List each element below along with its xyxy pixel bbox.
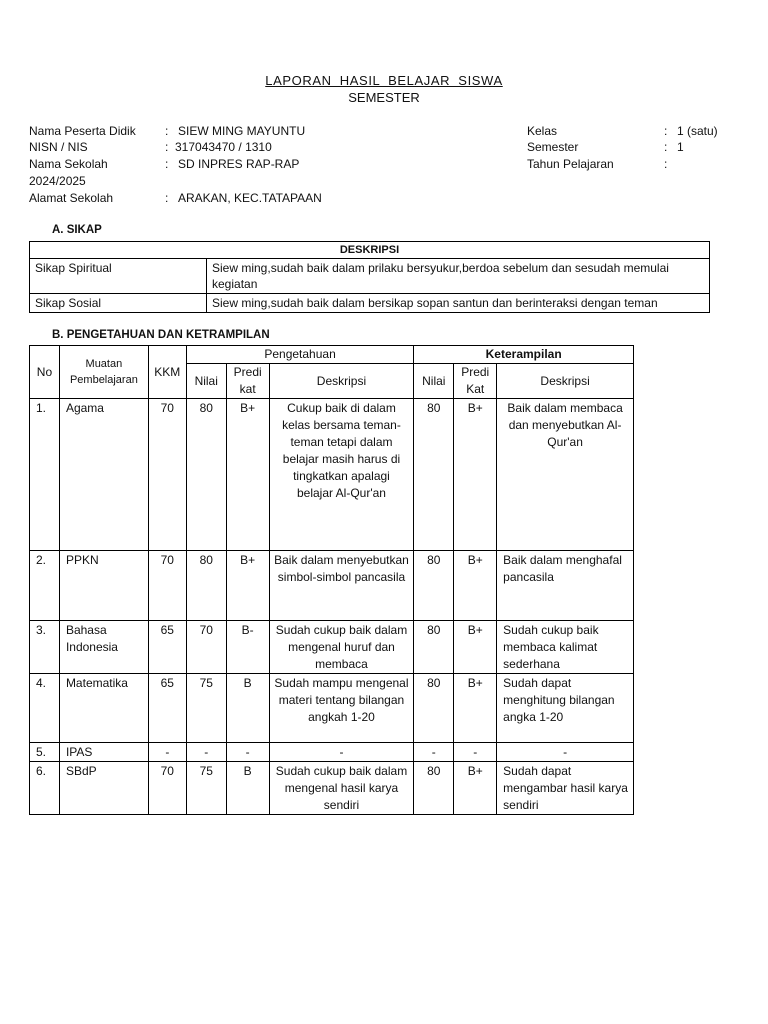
nisn-colon: : <box>165 140 169 154</box>
row-k-nilai: - <box>414 743 454 762</box>
sekolah-colon: : <box>165 157 169 171</box>
report-subtitle: SEMESTER <box>348 90 420 105</box>
tahun-value: 2024/2025 <box>29 174 86 188</box>
row-no: 1. <box>30 399 60 551</box>
table-row <box>30 674 634 743</box>
tahun-label: Tahun Pelajaran <box>527 157 614 171</box>
row-no: 6. <box>30 762 60 815</box>
row-kkm: 65 <box>148 674 186 743</box>
alamat-label: Alamat Sekolah <box>29 191 114 205</box>
alamat-colon: : <box>165 191 169 205</box>
row-mapel: Agama <box>59 399 148 551</box>
col-keterampilan: Keterampilan <box>414 346 634 364</box>
col-k-deskripsi: Deskripsi <box>497 364 634 399</box>
row-k-deskripsi: Sudah dapat menghitung bilangan angka 1-20 <box>497 674 634 743</box>
sekolah-label: Nama Sekolah <box>29 157 108 171</box>
pk-heading: B. PENGETAHUAN DAN KETRAMPILAN <box>52 329 270 341</box>
row-p-predikat: B+ <box>226 551 269 621</box>
row-k-deskripsi: Sudah dapat mengambar hasil karya sendiri <box>497 762 634 815</box>
kelas-value: 1 (satu) <box>677 124 718 138</box>
row-k-predikat: B+ <box>454 399 497 551</box>
sikap-row <box>30 259 710 294</box>
sikap-header-row <box>30 242 710 259</box>
alamat-value: ARAKAN, KEC.TATAPAAN <box>178 191 322 205</box>
nama-value: SIEW MING MAYUNTU <box>178 124 306 138</box>
sikap-table <box>29 241 710 313</box>
row-p-predikat: - <box>226 743 269 762</box>
col-pengetahuan: Pengetahuan <box>186 346 414 364</box>
tahun-colon: : <box>664 157 668 171</box>
row-p-nilai: 70 <box>186 621 226 674</box>
row-k-predikat: B+ <box>454 674 497 743</box>
nisn-value: 317043470 / 1310 <box>175 140 272 154</box>
row-p-predikat: B+ <box>226 399 269 551</box>
col-k-nilai: Nilai <box>414 364 454 399</box>
nama-colon: : <box>165 124 169 138</box>
row-p-deskripsi: - <box>269 743 414 762</box>
row-k-nilai: 80 <box>414 674 454 743</box>
row-p-deskripsi: Sudah mampu mengenal materi tentang bilangan angkah 1-20 <box>269 674 414 743</box>
row-p-deskripsi: Cukup baik di dalam kelas bersama teman-teman tetapi dalam belajar masih harus di tingkatkan apalagi belajar Al-Qur'an <box>269 399 414 551</box>
table-row <box>30 621 634 674</box>
row-k-nilai: 80 <box>414 399 454 551</box>
row-k-predikat: B+ <box>454 621 497 674</box>
sikap-deskripsi: Siew ming,sudah baik dalam prilaku bersyukur,berdoa sebelum dan sesudah memulai kegiatan <box>207 259 710 294</box>
col-p-predikat: Predi kat <box>226 364 269 399</box>
semester-label: Semester <box>527 140 579 154</box>
nama-label: Nama Peserta Didik <box>29 124 136 138</box>
row-kkm: 65 <box>148 621 186 674</box>
sikap-deskripsi: Siew ming,sudah baik dalam bersikap sopan santun dan berinteraksi dengan teman <box>207 294 710 313</box>
sikap-aspek: Sikap Sosial <box>30 294 207 313</box>
row-no: 5. <box>30 743 60 762</box>
col-no: No <box>30 346 60 399</box>
sekolah-value: SD INPRES RAP-RAP <box>178 157 300 171</box>
row-p-nilai: 75 <box>186 674 226 743</box>
kelas-colon: : <box>664 124 668 138</box>
row-k-predikat: B+ <box>454 762 497 815</box>
row-p-predikat: B- <box>226 621 269 674</box>
nilai-table <box>29 345 634 815</box>
col-p-deskripsi: Deskripsi <box>269 364 414 399</box>
row-no: 3. <box>30 621 60 674</box>
row-p-nilai: 80 <box>186 551 226 621</box>
table-row <box>30 743 634 762</box>
table-row <box>30 551 634 621</box>
row-p-deskripsi: Sudah cukup baik dalam mengenal hasil karya sendiri <box>269 762 414 815</box>
col-p-nilai: Nilai <box>186 364 226 399</box>
row-k-deskripsi: - <box>497 743 634 762</box>
row-k-deskripsi: Baik dalam membaca dan menyebutkan Al-Qur'an <box>497 399 634 551</box>
sikap-row <box>30 294 710 313</box>
row-mapel: PPKN <box>59 551 148 621</box>
row-kkm: 70 <box>148 762 186 815</box>
row-kkm: - <box>148 743 186 762</box>
row-k-nilai: 80 <box>414 551 454 621</box>
row-p-deskripsi: Sudah cukup baik dalam mengenal huruf dan membaca <box>269 621 414 674</box>
row-mapel: Matematika <box>59 674 148 743</box>
report-title: LAPORAN HASIL BELAJAR SISWA <box>265 73 503 88</box>
row-mapel: SBdP <box>59 762 148 815</box>
row-p-predikat: B <box>226 762 269 815</box>
semester-value: 1 <box>677 140 684 154</box>
row-no: 2. <box>30 551 60 621</box>
row-kkm: 70 <box>148 399 186 551</box>
sikap-heading: A. SIKAP <box>52 224 102 236</box>
sikap-header: DESKRIPSI <box>30 242 710 259</box>
row-k-deskripsi: Baik dalam menghafal pancasila <box>497 551 634 621</box>
row-kkm: 70 <box>148 551 186 621</box>
table-row <box>30 399 634 551</box>
table-row <box>30 762 634 815</box>
row-p-predikat: B <box>226 674 269 743</box>
row-k-nilai: 80 <box>414 762 454 815</box>
row-mapel: IPAS <box>59 743 148 762</box>
kelas-label: Kelas <box>527 124 558 138</box>
col-muatan: Muatan Pembelajaran <box>59 346 148 399</box>
row-p-nilai: 80 <box>186 399 226 551</box>
row-k-deskripsi: Sudah cukup baik membaca kalimat sederhana <box>497 621 634 674</box>
row-p-deskripsi: Baik dalam menyebutkan simbol-simbol pancasila <box>269 551 414 621</box>
row-k-predikat: - <box>454 743 497 762</box>
row-k-predikat: B+ <box>454 551 497 621</box>
semester-colon: : <box>664 140 668 154</box>
col-k-predikat: Predi Kat <box>454 364 497 399</box>
row-no: 4. <box>30 674 60 743</box>
row-k-nilai: 80 <box>414 621 454 674</box>
row-p-nilai: - <box>186 743 226 762</box>
row-mapel: Bahasa Indonesia <box>59 621 148 674</box>
col-kkm: KKM <box>148 346 186 399</box>
row-p-nilai: 75 <box>186 762 226 815</box>
sikap-aspek: Sikap Spiritual <box>30 259 207 294</box>
nisn-label: NISN / NIS <box>29 140 88 154</box>
